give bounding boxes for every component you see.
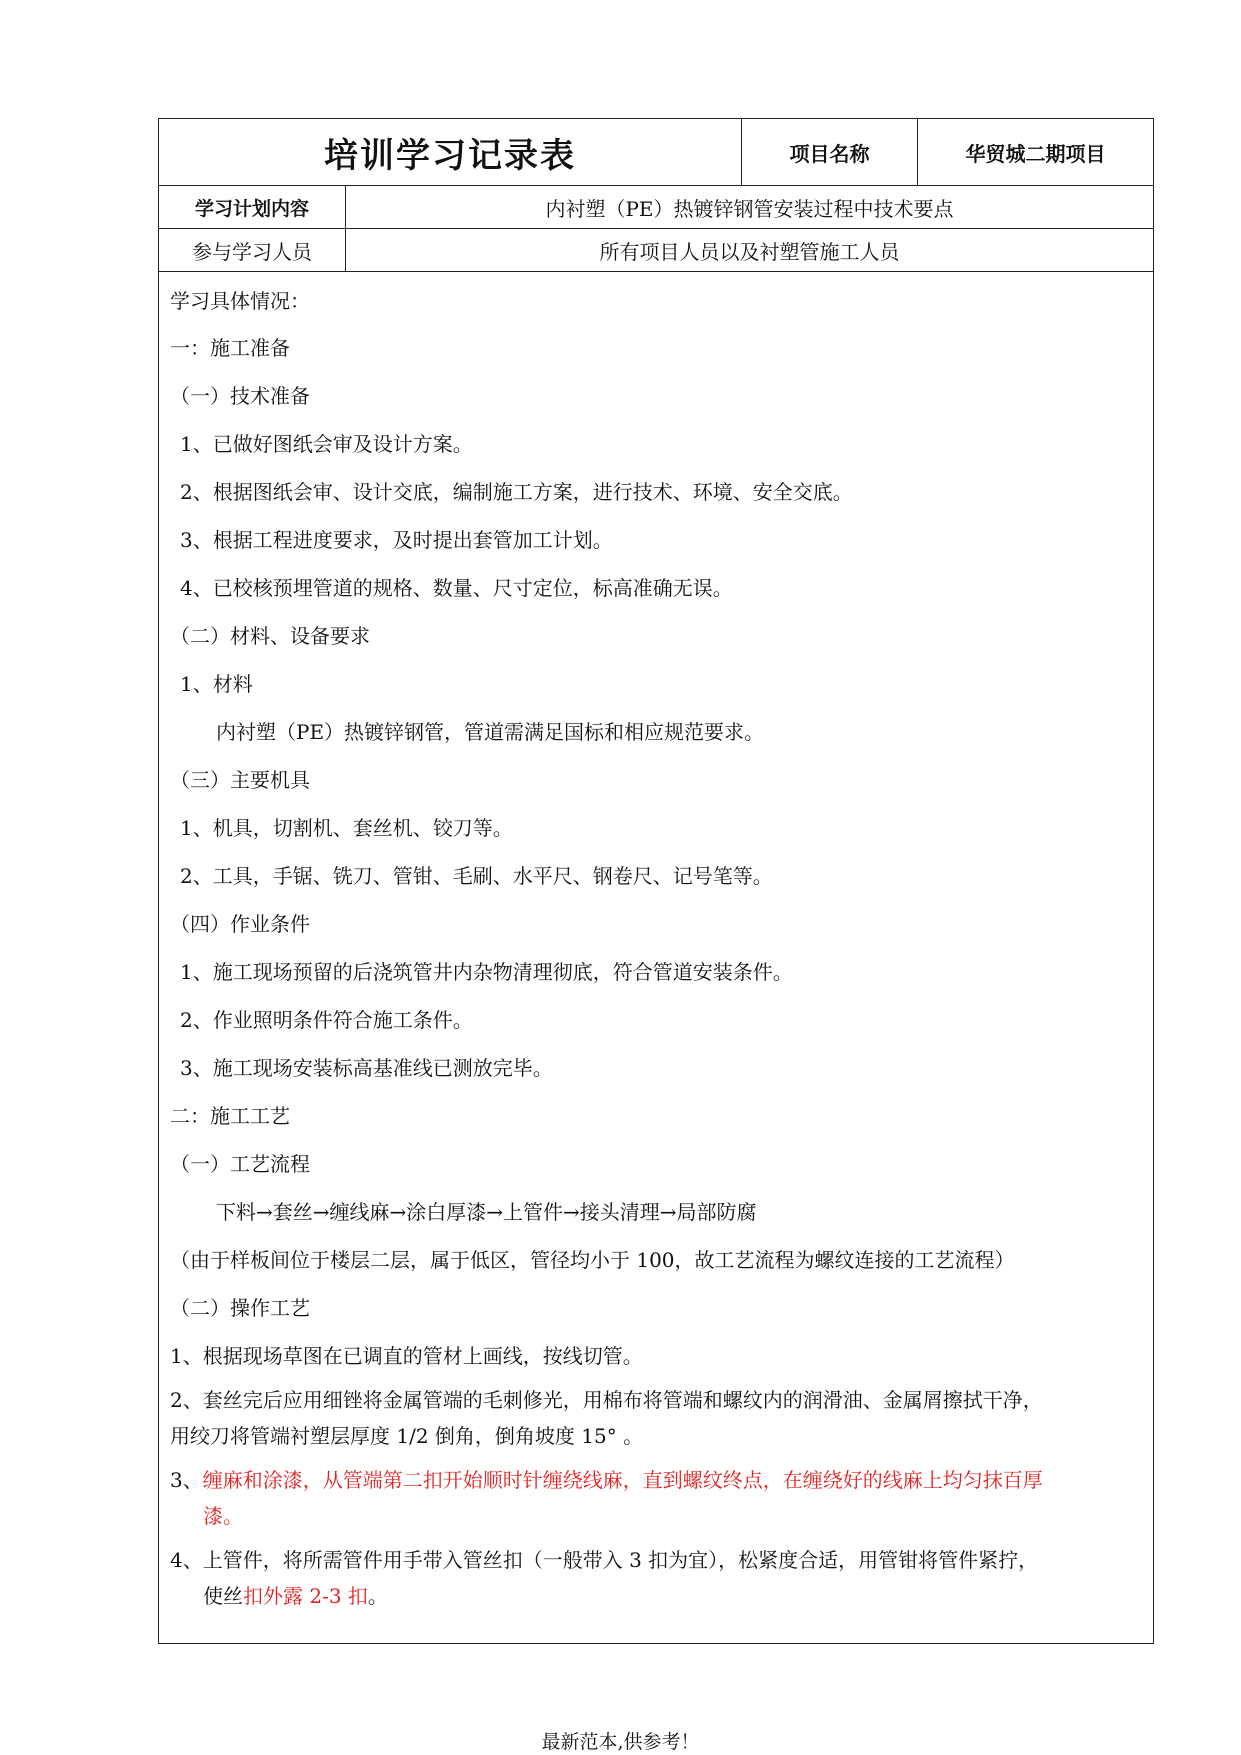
plan-value: 内衬塑（PE）热镀锌钢管安装过程中技术要点 bbox=[545, 196, 954, 221]
plan-row bbox=[159, 186, 1153, 229]
list-item: 3、根据工程进度要求，及时提出套管加工计划。 bbox=[180, 528, 613, 552]
participants-row bbox=[159, 229, 1153, 272]
plain-text: 使丝 bbox=[203, 1584, 243, 1608]
plan-value-cell bbox=[346, 186, 1153, 228]
subsection-heading: （四）作业条件 bbox=[170, 912, 310, 936]
list-item: 1、施工现场预留的后浇筑管井内杂物清理彻底，符合管道安装条件。 bbox=[180, 960, 793, 984]
footer-note: 最新范本,供参考！ bbox=[541, 1731, 700, 1753]
list-item: 2、根据图纸会审、设计交底，编制施工方案，进行技术、环境、安全交底。 bbox=[180, 480, 853, 504]
paragraph: 内衬塑（PE）热镀锌钢管，管道需满足国标和相应规范要求。 bbox=[216, 720, 765, 744]
section-heading: 二：施工工艺 bbox=[170, 1104, 290, 1128]
training-record-form bbox=[158, 118, 1154, 1644]
list-item: 4、上管件，将所需管件用手带入管丝扣（一般带入 3 扣为宜），松紧度合适，用管钳将管件紧拧， bbox=[170, 1548, 1039, 1572]
participants-label: 参与学习人员 bbox=[192, 239, 312, 264]
participants-label-cell bbox=[159, 229, 346, 271]
list-item-continued: 用绞刀将管端衬塑层厚度 1/2 倒角，倒角坡度 15° 。 bbox=[170, 1424, 644, 1448]
participants-value: 所有项目人员以及衬塑管施工人员 bbox=[599, 239, 900, 264]
list-item: 2、作业照明条件符合施工条件。 bbox=[180, 1008, 473, 1032]
highlighted-text: 缠麻和涂漆，从管端第二扣开始顺时针缠绕线麻，直到螺纹终点，在缠绕好的线麻上均匀抹百厚 bbox=[202, 1468, 1043, 1492]
project-value-cell bbox=[918, 119, 1153, 185]
plain-text: 。 bbox=[367, 1584, 388, 1608]
study-details bbox=[159, 272, 1153, 1643]
list-item: 1、根据现场草图在已调直的管材上画线，按线切管。 bbox=[170, 1344, 643, 1368]
list-item: 2、套丝完后应用细锉将金属管端的毛刺修光，用棉布将管端和螺纹内的润滑油、金属屑擦拭干净， bbox=[170, 1388, 1043, 1412]
list-item: 1、已做好图纸会审及设计方案。 bbox=[180, 432, 473, 456]
list-item: 1、材料 bbox=[180, 672, 253, 696]
section-heading: 一：施工准备 bbox=[170, 336, 290, 360]
form-title: 培训学习记录表 bbox=[324, 135, 576, 176]
subsection-heading: （三）主要机具 bbox=[170, 768, 310, 792]
list-item-continued bbox=[203, 1580, 388, 1609]
highlighted-text: 漆。 bbox=[203, 1504, 243, 1528]
process-flow: 下料→套丝→缠线麻→涂白厚漆→上管件→接头清理→局部防腐 bbox=[216, 1200, 757, 1224]
list-item: 2、工具，手锯、铣刀、管钳、毛刷、水平尺、钢卷尺、记号笔等。 bbox=[180, 864, 773, 888]
list-item-number: 3、 bbox=[170, 1468, 203, 1492]
plan-label: 学习计划内容 bbox=[194, 197, 309, 220]
list-item bbox=[170, 1464, 1043, 1493]
list-item: 1、机具，切割机、套丝机、铰刀等。 bbox=[180, 816, 513, 840]
list-item: 3、施工现场安装标高基准线已测放完毕。 bbox=[180, 1056, 553, 1080]
subsection-heading: （二）操作工艺 bbox=[170, 1296, 310, 1320]
header-row bbox=[159, 119, 1153, 186]
project-name-label: 项目名称 bbox=[789, 141, 870, 166]
process-note: （由于样板间位于楼层二层，属于低区，管径均小于 100，故工艺流程为螺纹连接的工艺流程） bbox=[170, 1248, 1015, 1272]
project-label-cell bbox=[742, 119, 918, 185]
plan-label-cell bbox=[159, 186, 346, 228]
subsection-heading: （一）工艺流程 bbox=[170, 1152, 310, 1176]
subsection-heading: （二）材料、设备要求 bbox=[170, 624, 370, 648]
list-item: 4、已校核预埋管道的规格、数量、尺寸定位，标高准确无误。 bbox=[180, 576, 733, 600]
details-heading: 学习具体情况： bbox=[170, 289, 310, 313]
title-cell bbox=[159, 119, 742, 185]
highlighted-text: 扣外露 2-3 扣 bbox=[243, 1584, 368, 1608]
subsection-heading: （一）技术准备 bbox=[170, 384, 310, 408]
project-name-value: 华贸城二期项目 bbox=[965, 141, 1106, 166]
participants-value-cell bbox=[346, 229, 1153, 271]
